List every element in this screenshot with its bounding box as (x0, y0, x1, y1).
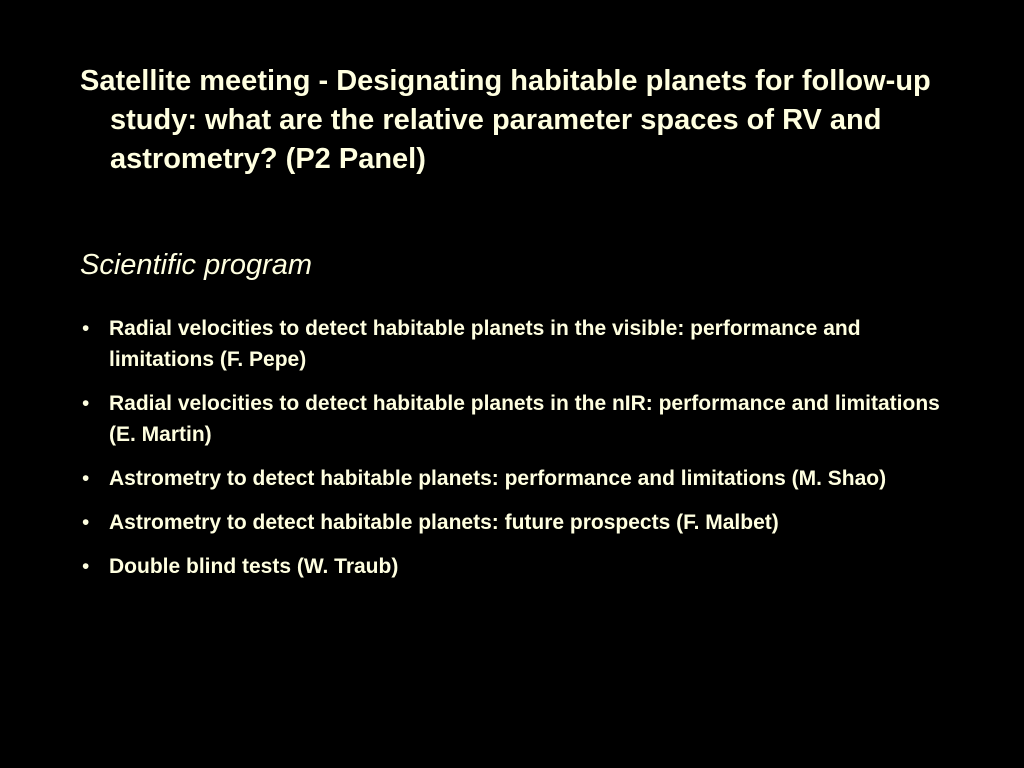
bullet-icon: • (82, 511, 90, 534)
program-list (80, 313, 960, 595)
list-item-text: Astrometry to detect habitable planets: performance and limitations (M. Shao) (109, 467, 887, 490)
bullet-icon: • (82, 555, 90, 578)
bullet-icon: • (82, 317, 90, 340)
list-item-text: Double blind tests (W. Traub) (109, 555, 399, 578)
list-item (80, 388, 960, 450)
bullet-icon: • (82, 392, 90, 415)
list-item-text: Radial velocities to detect habitable planets in the visible: performance and limitations (F. Pepe) (109, 317, 861, 371)
section-heading: Scientific program (80, 249, 313, 281)
list-item (80, 507, 960, 538)
list-item (80, 551, 960, 582)
list-item (80, 463, 960, 494)
list-item-text: Astrometry to detect habitable planets: future prospects (F. Malbet) (109, 511, 779, 534)
list-item-text: Radial velocities to detect habitable planets in the nIR: performance and limitations (E. Martin) (109, 392, 940, 446)
list-item (80, 313, 960, 375)
bullet-icon: • (82, 467, 90, 490)
slide-title: Satellite meeting - Designating habitable planets for follow-up study: what are the relative parameter spaces of RV and astrometry? (P2 Panel) (80, 65, 931, 175)
